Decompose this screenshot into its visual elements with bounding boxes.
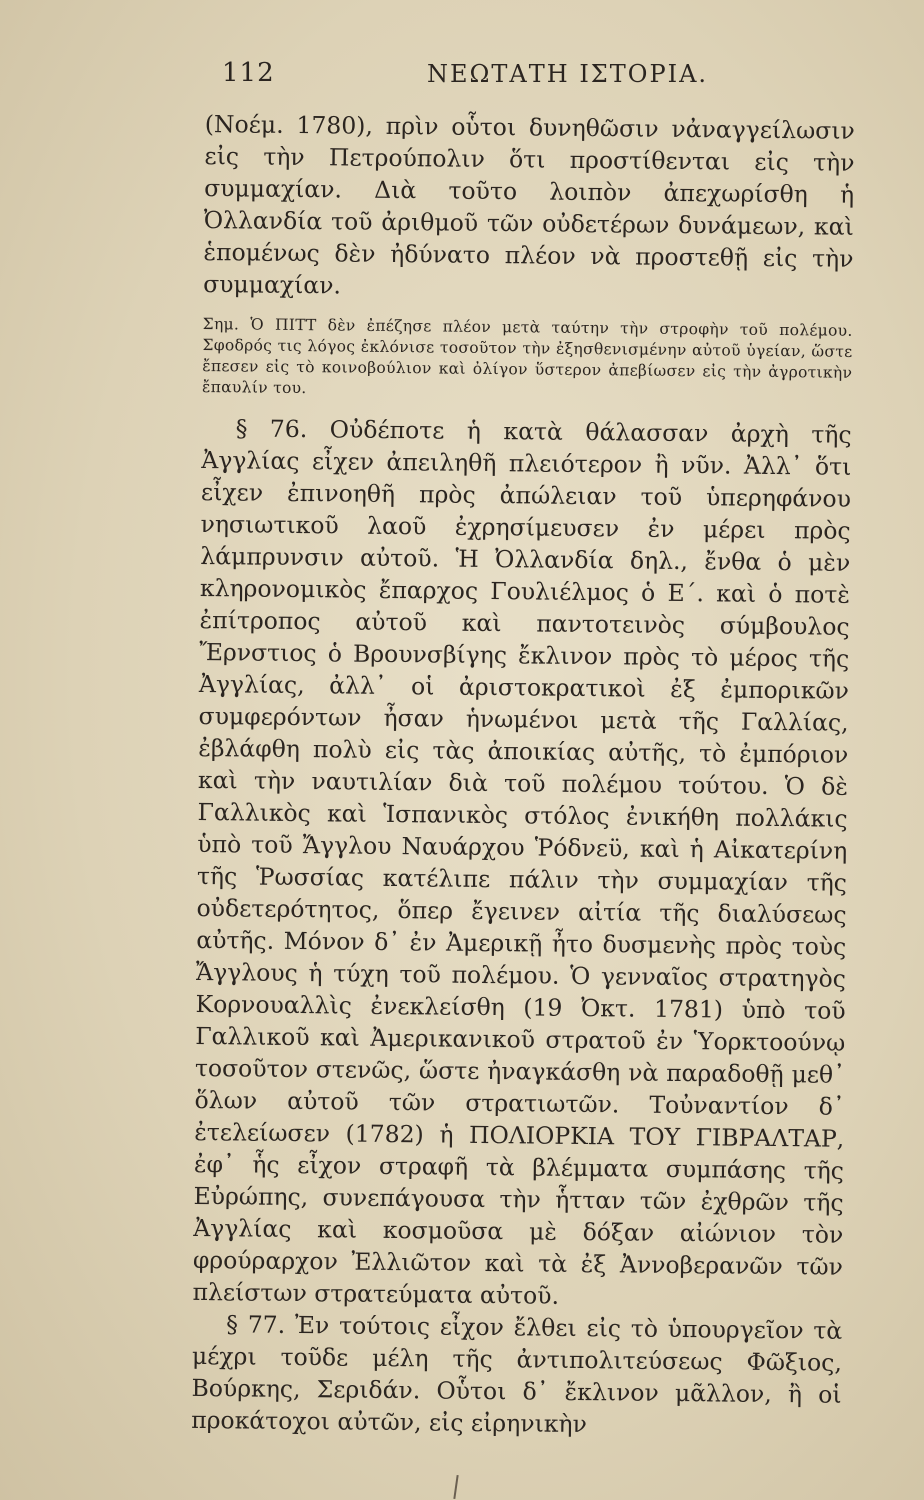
ink-mark bbox=[453, 1475, 458, 1499]
footnote: Σημ. Ὁ ΠΙΤΤ δὲν ἐπέζησε πλέον μετὰ ταύτην τὴν στροφὴν τοῦ πολέμου. Σφοδρός τις λόγος ἐκλόνισε τοσοῦτον τὴν ἐξησθενισμένην αὐτοῦ ὑγείαν, ὥστε ἔπεσεν εἰς τὸ κοινοβούλιον καὶ ὀλίγον ὕστερον ἀπεβίωσεν εἰς τὴν ἀγροτικὴν ἔπαυλίν του. bbox=[201, 314, 853, 398]
section-76 bbox=[192, 412, 851, 1315]
body-text bbox=[191, 108, 855, 1443]
section-76-mark: § 76. bbox=[235, 414, 308, 444]
section-77-mark: § 77. bbox=[226, 1310, 286, 1339]
paragraph-continuation: (Νοέμ. 1780), πρὶν οὗτοι δυνηθῶσιν νἀναγγείλωσιν εἰς τὴν Πετρούπολιν ὅτι προστίθενται εἰς τὴν συμμαχίαν. Διὰ τοῦτο λοιπὸν ἀπεχωρίσθη ἡ Ὀλλανδία τοῦ ἀριθμοῦ τῶν οὐδετέρων δυνάμεων, καὶ ἑπομένως δὲν ἠδύνατο πλέον νὰ προστεθῇ εἰς τὴν συμμαχίαν. bbox=[203, 109, 855, 300]
running-title: ΝΕΩΤΑΤΗ ΙΣΤΟΡΙΑ. bbox=[427, 60, 709, 88]
section-77 bbox=[191, 1308, 842, 1443]
page-number: 112 bbox=[222, 58, 275, 88]
section-76-text: Οὐδέποτε ἡ κατὰ θάλασσαν ἀρχὴ τῆς Ἀγγλίας εἶχεν ἀπειληθῆ πλειότερον ἢ νῦν. Ἀλλ᾽ ὅτι εἶχεν ἐπινοηθῆ πρὸς ἀπώλειαν τοῦ ὑπερηφάνου νησιωτικοῦ λαοῦ ἐχρησίμευσεν ἐν μέρει πρὸς λάμπρυνσιν αὐτοῦ. Ἡ Ὀλλανδία δηλ., ἔνθα ὁ μὲν κληρονομικὸς ἔπαρχος Γουλιέλμος ὁ Ε΄. καὶ ὁ ποτὲ ἐπίτροπος αὐτοῦ καὶ παντοτεινὸς σύμβουλος Ἔρνστιος ὁ Βρουνσβίγης ἔκλινον πρὸς τὸ μέρος τῆς Ἀγγλίας, ἀλλ᾽ οἱ ἀριστοκρατικοὶ ἐξ ἐμπορικῶν συμφερόντων ἦσαν ἡνωμένοι μετὰ τῆς Γαλλίας, ἐβλάφθη πολὺ εἰς τὰς ἀποικίας αὐτῆς, τὸ ἐμπόριον καὶ τὴν ναυτιλίαν διὰ τοῦ πολέμου τούτου. Ὁ δὲ Γαλλικὸς καὶ Ἱσπανικὸς στόλος ἐνικήθη πολλάκις ὑπὸ τοῦ Ἄγγλου Ναυάρχου Ῥόδνεϋ, καὶ ἡ Αἰκατερίνη τῆς Ῥωσσίας κατέλιπε πάλιν τὴν συμμαχίαν τῆς οὐδετερότητος, ὅπερ ἔγεινεν αἰτία τῆς διαλύσεως αὐτῆς. Μόνον δ᾽ ἐν Ἀμερικῇ ἦτο δυσμενὴς πρὸς τοὺς Ἄγγλους ἡ τύχη τοῦ πολέμου. Ὁ γενναῖος στρατηγὸς Κορνουαλλὶς ἐνεκλείσθη (19 Ὀκτ. 1781) ὑπὸ τοῦ Γαλλικοῦ καὶ Ἀμερικανικοῦ στρατοῦ ἐν Ὑορκτοούνῳ τοσοῦτον στενῶς, ὥστε ἠναγκάσθη νὰ παραδοθῇ μεθ᾽ ὅλων αὐτοῦ τῶν στρατιωτῶν. Τοὐναντίον δ᾽ ἐτελείωσεν (1782) ἡ ΠΟΛΙΟΡΚΙΑ ΤΟΥ ΓΙΒΡΑΛΤΑΡ, ἐφ᾽ ἧς εἶχον στραφῆ τὰ βλέμματα συμπάσης τῆς Εὐρώπης, συνεπάγουσα τὴν ἧτταν τῶν ἐχθρῶν τῆς Ἀγγλίας καὶ κοσμοῦσα μὲ δόξαν αἰώνιον τὸν φρούραρχον Ἐλλιῶτον καὶ τὰ ἐξ Ἀννοβερανῶν τῶν πλείστων στρατεύματα αὐτοῦ. bbox=[192, 415, 852, 1310]
page-header bbox=[222, 58, 862, 98]
section-77-text: Ἐν τούτοις εἶχον ἔλθει εἰς τὸ ὑπουργεῖον τὰ μέχρι τοῦδε μέλη τῆς ἀντιπολιτεύσεως Φῶξιος, Βούρκης, Σεριδάν. Οὗτοι δ᾽ ἔκλινον μᾶλλον, ἢ οἱ προκάτοχοι αὐτῶν, εἰς εἰρηνικὴν bbox=[191, 1311, 843, 1439]
